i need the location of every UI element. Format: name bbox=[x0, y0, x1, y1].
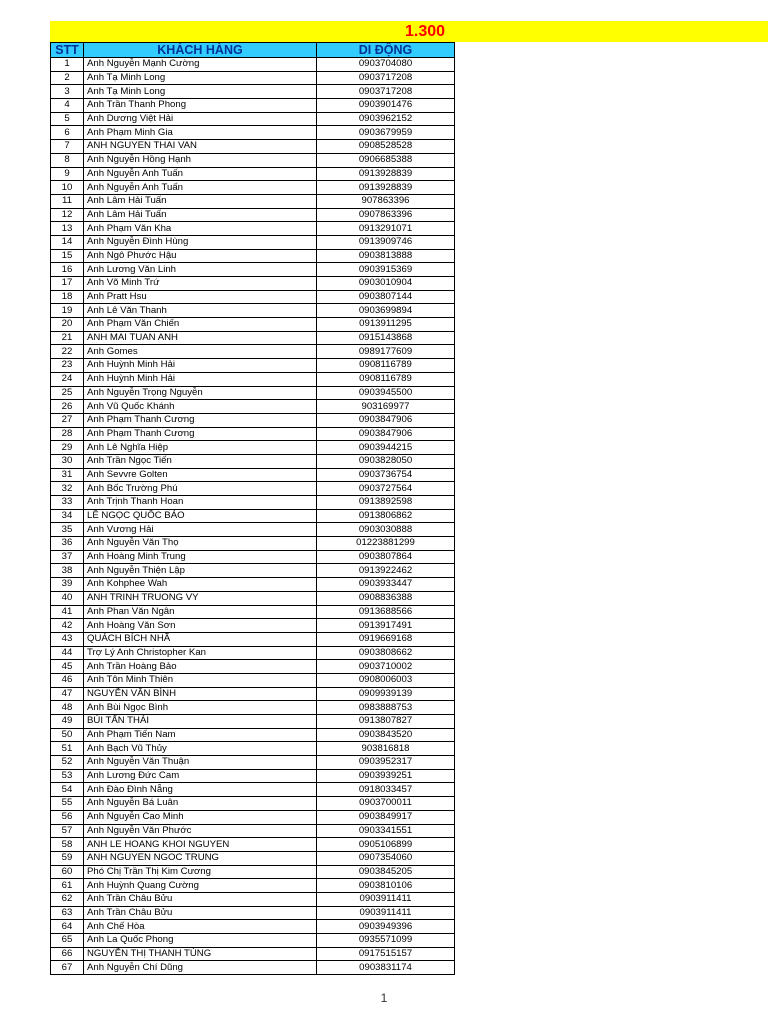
mobile-number: 0903828050 bbox=[317, 454, 455, 468]
row-number: 42 bbox=[51, 619, 84, 633]
customer-name: Anh Dương Việt Hải bbox=[84, 112, 317, 126]
customer-name: BÙI TẤN THÁI bbox=[84, 715, 317, 729]
customer-name: Anh Phạm Thanh Cương bbox=[84, 427, 317, 441]
row-number: 23 bbox=[51, 359, 84, 373]
customer-name: Anh Nguyễn Đình Hùng bbox=[84, 235, 317, 249]
mobile-number: 0906685388 bbox=[317, 153, 455, 167]
table-body bbox=[51, 58, 455, 975]
row-number: 57 bbox=[51, 824, 84, 838]
row-number: 64 bbox=[51, 920, 84, 934]
customer-name: Anh Trần Thanh Phong bbox=[84, 99, 317, 113]
mobile-number: 0903704080 bbox=[317, 58, 455, 72]
mobile-number: 0903939251 bbox=[317, 769, 455, 783]
row-number: 20 bbox=[51, 318, 84, 332]
row-number: 7 bbox=[51, 140, 84, 154]
customer-name: NGUYỄN THỊ THANH TÙNG bbox=[84, 947, 317, 961]
customer-name: Anh Nguyễn Văn Thọ bbox=[84, 537, 317, 551]
mobile-number: 0903030888 bbox=[317, 523, 455, 537]
customer-name: Anh Vương Hải bbox=[84, 523, 317, 537]
row-number: 14 bbox=[51, 235, 84, 249]
customer-name: Anh Huỳnh Quang Cường bbox=[84, 879, 317, 893]
row-number: 56 bbox=[51, 810, 84, 824]
header-customer: KHÁCH HÀNG bbox=[84, 43, 317, 58]
table-row bbox=[51, 99, 455, 113]
mobile-number: 0913291071 bbox=[317, 222, 455, 236]
customer-name: Anh Bùi Ngọc Bình bbox=[84, 701, 317, 715]
row-number: 26 bbox=[51, 400, 84, 414]
row-number: 58 bbox=[51, 838, 84, 852]
customer-name: Anh La Quốc Phong bbox=[84, 934, 317, 948]
customer-name: Anh Sevvre Golten bbox=[84, 468, 317, 482]
row-number: 66 bbox=[51, 947, 84, 961]
customer-name: ANH TRINH TRUONG VY bbox=[84, 591, 317, 605]
row-number: 8 bbox=[51, 153, 84, 167]
row-number: 46 bbox=[51, 673, 84, 687]
row-number: 3 bbox=[51, 85, 84, 99]
table-row bbox=[51, 400, 455, 414]
customer-name: Anh Tôn Minh Thiên bbox=[84, 673, 317, 687]
table-row bbox=[51, 838, 455, 852]
customer-name: Anh Trần Hoàng Bảo bbox=[84, 660, 317, 674]
mobile-number: 0903901476 bbox=[317, 99, 455, 113]
customer-name: Anh Lâm Hải Tuấn bbox=[84, 194, 317, 208]
table-row bbox=[51, 756, 455, 770]
customer-name: Anh Chế Hòa bbox=[84, 920, 317, 934]
table-row bbox=[51, 742, 455, 756]
customer-name: Anh Hoàng Văn Sơn bbox=[84, 619, 317, 633]
customer-name: Anh Huỳnh Minh Hải bbox=[84, 359, 317, 373]
mobile-number: 0908528528 bbox=[317, 140, 455, 154]
mobile-number: 0913807827 bbox=[317, 715, 455, 729]
table-row bbox=[51, 879, 455, 893]
customer-name: Anh Lê Nghĩa Hiệp bbox=[84, 441, 317, 455]
row-number: 38 bbox=[51, 564, 84, 578]
mobile-number: 0903849917 bbox=[317, 810, 455, 824]
table-row bbox=[51, 496, 455, 510]
table-row bbox=[51, 619, 455, 633]
row-number: 52 bbox=[51, 756, 84, 770]
table-row bbox=[51, 126, 455, 140]
row-number: 19 bbox=[51, 304, 84, 318]
row-number: 47 bbox=[51, 687, 84, 701]
row-number: 28 bbox=[51, 427, 84, 441]
row-number: 37 bbox=[51, 550, 84, 564]
row-number: 43 bbox=[51, 632, 84, 646]
mobile-number: 903169977 bbox=[317, 400, 455, 414]
row-number: 18 bbox=[51, 290, 84, 304]
table-row bbox=[51, 550, 455, 564]
row-number: 48 bbox=[51, 701, 84, 715]
table-row bbox=[51, 441, 455, 455]
customer-name: Anh Võ Minh Trứ bbox=[84, 277, 317, 291]
mobile-number: 0913909746 bbox=[317, 235, 455, 249]
row-number: 2 bbox=[51, 71, 84, 85]
row-number: 21 bbox=[51, 331, 84, 345]
row-number: 44 bbox=[51, 646, 84, 660]
table-row bbox=[51, 468, 455, 482]
table-row bbox=[51, 934, 455, 948]
table-row bbox=[51, 906, 455, 920]
customer-name: LÊ NGỌC QUỐC BẢO bbox=[84, 509, 317, 523]
row-number: 40 bbox=[51, 591, 84, 605]
customer-name: ANH LE HOANG KHOI NGUYEN bbox=[84, 838, 317, 852]
table-row bbox=[51, 153, 455, 167]
mobile-number: 0913892598 bbox=[317, 496, 455, 510]
mobile-number: 0917515157 bbox=[317, 947, 455, 961]
mobile-number: 0915143868 bbox=[317, 331, 455, 345]
mobile-number: 0903727564 bbox=[317, 482, 455, 496]
mobile-number: 0903807864 bbox=[317, 550, 455, 564]
mobile-number: 0908116789 bbox=[317, 359, 455, 373]
customer-name: Anh Gomes bbox=[84, 345, 317, 359]
mobile-number: 0903845205 bbox=[317, 865, 455, 879]
row-number: 65 bbox=[51, 934, 84, 948]
table-row bbox=[51, 167, 455, 181]
customer-name: Anh Phạm Minh Gia bbox=[84, 126, 317, 140]
row-number: 31 bbox=[51, 468, 84, 482]
mobile-number: 0903717208 bbox=[317, 71, 455, 85]
row-number: 13 bbox=[51, 222, 84, 236]
customer-name: Anh Trần Ngọc Tiến bbox=[84, 454, 317, 468]
mobile-number: 0903717208 bbox=[317, 85, 455, 99]
customer-name: Anh Kohphee Wah bbox=[84, 578, 317, 592]
mobile-number: 0919669168 bbox=[317, 632, 455, 646]
row-number: 10 bbox=[51, 181, 84, 195]
row-number: 33 bbox=[51, 496, 84, 510]
table-row bbox=[51, 728, 455, 742]
customer-name: Anh Pratt Hsu bbox=[84, 290, 317, 304]
table-row bbox=[51, 687, 455, 701]
row-number: 59 bbox=[51, 851, 84, 865]
row-number: 16 bbox=[51, 263, 84, 277]
row-number: 36 bbox=[51, 537, 84, 551]
table-row bbox=[51, 263, 455, 277]
customer-name: Anh Phạm Văn Chiến bbox=[84, 318, 317, 332]
table-row bbox=[51, 85, 455, 99]
mobile-number: 0908116789 bbox=[317, 372, 455, 386]
row-number: 9 bbox=[51, 167, 84, 181]
row-number: 53 bbox=[51, 769, 84, 783]
mobile-number: 0903341551 bbox=[317, 824, 455, 838]
row-number: 22 bbox=[51, 345, 84, 359]
row-number: 12 bbox=[51, 208, 84, 222]
table-row bbox=[51, 564, 455, 578]
customer-name: Anh Vũ Quốc Khánh bbox=[84, 400, 317, 414]
mobile-number: 0903944215 bbox=[317, 441, 455, 455]
banner-title: 1.300 bbox=[405, 23, 446, 40]
table-row bbox=[51, 810, 455, 824]
mobile-number: 0903699894 bbox=[317, 304, 455, 318]
mobile-number: 0903949396 bbox=[317, 920, 455, 934]
row-number: 24 bbox=[51, 372, 84, 386]
table-row bbox=[51, 454, 455, 468]
row-number: 55 bbox=[51, 797, 84, 811]
table-row bbox=[51, 181, 455, 195]
mobile-number: 0913911295 bbox=[317, 318, 455, 332]
customer-name: Anh Nguyễn Mạnh Cường bbox=[84, 58, 317, 72]
table-row bbox=[51, 591, 455, 605]
mobile-number: 0918033457 bbox=[317, 783, 455, 797]
table-row bbox=[51, 359, 455, 373]
customer-name: Trợ Lý Anh Christopher Kan bbox=[84, 646, 317, 660]
row-number: 15 bbox=[51, 249, 84, 263]
table-row bbox=[51, 715, 455, 729]
customer-name: Anh Hoàng Minh Trung bbox=[84, 550, 317, 564]
customer-name: Anh Nguyễn Trọng Nguyễn bbox=[84, 386, 317, 400]
table-row bbox=[51, 71, 455, 85]
mobile-number: 0903933447 bbox=[317, 578, 455, 592]
mobile-number: 0903807144 bbox=[317, 290, 455, 304]
table-row bbox=[51, 947, 455, 961]
table-row bbox=[51, 482, 455, 496]
mobile-number: 907863396 bbox=[317, 194, 455, 208]
row-number: 50 bbox=[51, 728, 84, 742]
table-row bbox=[51, 318, 455, 332]
header-mobile: DI ĐỘNG bbox=[317, 43, 455, 58]
customer-name: QUÁCH BÍCH NHÃ bbox=[84, 632, 317, 646]
customer-name: ANH NGUYEN THAI VAN bbox=[84, 140, 317, 154]
mobile-number: 0903736754 bbox=[317, 468, 455, 482]
mobile-number: 0903962152 bbox=[317, 112, 455, 126]
mobile-number: 0903679959 bbox=[317, 126, 455, 140]
table-row bbox=[51, 851, 455, 865]
mobile-number: 0903911411 bbox=[317, 892, 455, 906]
table-row bbox=[51, 769, 455, 783]
table-row bbox=[51, 277, 455, 291]
mobile-number: 0935571099 bbox=[317, 934, 455, 948]
table-row bbox=[51, 372, 455, 386]
table-row bbox=[51, 797, 455, 811]
row-number: 67 bbox=[51, 961, 84, 975]
customer-name: Anh Trần Châu Bửu bbox=[84, 906, 317, 920]
customer-name: Anh Phan Văn Ngân bbox=[84, 605, 317, 619]
customer-name: Anh Lê Văn Thanh bbox=[84, 304, 317, 318]
customer-name: Anh Nguyễn Anh Tuấn bbox=[84, 167, 317, 181]
mobile-number: 0913688566 bbox=[317, 605, 455, 619]
customer-name: Anh Trịnh Thanh Hoan bbox=[84, 496, 317, 510]
row-number: 32 bbox=[51, 482, 84, 496]
mobile-number: 0913806862 bbox=[317, 509, 455, 523]
mobile-number: 0903843520 bbox=[317, 728, 455, 742]
row-number: 61 bbox=[51, 879, 84, 893]
customer-name: ANH NGUYEN NGOC TRUNG bbox=[84, 851, 317, 865]
customer-name: ANH MAI TUAN ANH bbox=[84, 331, 317, 345]
customer-name: Anh Nguyễn Văn Thuận bbox=[84, 756, 317, 770]
table-row bbox=[51, 509, 455, 523]
customer-name: Anh Nguyễn Văn Phước bbox=[84, 824, 317, 838]
table-row bbox=[51, 112, 455, 126]
row-number: 1 bbox=[51, 58, 84, 72]
row-number: 49 bbox=[51, 715, 84, 729]
row-number: 51 bbox=[51, 742, 84, 756]
row-number: 4 bbox=[51, 99, 84, 113]
table-row bbox=[51, 222, 455, 236]
mobile-number: 0903915369 bbox=[317, 263, 455, 277]
mobile-number: 0903831174 bbox=[317, 961, 455, 975]
customer-name: Anh Trần Châu Bửu bbox=[84, 892, 317, 906]
customer-name: Anh Bốc Trường Phú bbox=[84, 482, 317, 496]
customer-name: Anh Nguyễn Cao Minh bbox=[84, 810, 317, 824]
row-number: 63 bbox=[51, 906, 84, 920]
mobile-number: 0913928839 bbox=[317, 181, 455, 195]
table-row bbox=[51, 961, 455, 975]
table-row bbox=[51, 413, 455, 427]
mobile-number: 0907354060 bbox=[317, 851, 455, 865]
title-banner bbox=[50, 21, 768, 42]
row-number: 45 bbox=[51, 660, 84, 674]
row-number: 62 bbox=[51, 892, 84, 906]
mobile-number: 0903010904 bbox=[317, 277, 455, 291]
customer-name: Anh Phạm Tiến Nam bbox=[84, 728, 317, 742]
customer-name: Anh Nguyễn Hồng Hạnh bbox=[84, 153, 317, 167]
table-row bbox=[51, 632, 455, 646]
table-row bbox=[51, 783, 455, 797]
mobile-number: 0908836388 bbox=[317, 591, 455, 605]
header-stt: STT bbox=[51, 43, 84, 58]
table-row bbox=[51, 578, 455, 592]
table-row bbox=[51, 660, 455, 674]
table-row bbox=[51, 523, 455, 537]
row-number: 54 bbox=[51, 783, 84, 797]
table-row bbox=[51, 249, 455, 263]
table-row bbox=[51, 892, 455, 906]
row-number: 34 bbox=[51, 509, 84, 523]
customer-name: Anh Lâm Hải Tuấn bbox=[84, 208, 317, 222]
mobile-number: 0903911411 bbox=[317, 906, 455, 920]
customer-name: Anh Phạm Văn Kha bbox=[84, 222, 317, 236]
header-row bbox=[51, 43, 455, 58]
row-number: 25 bbox=[51, 386, 84, 400]
mobile-number: 0903847906 bbox=[317, 413, 455, 427]
mobile-number: 0903810106 bbox=[317, 879, 455, 893]
row-number: 5 bbox=[51, 112, 84, 126]
customer-name: Anh Tạ Minh Long bbox=[84, 85, 317, 99]
table-row bbox=[51, 290, 455, 304]
mobile-number: 0903945500 bbox=[317, 386, 455, 400]
row-number: 27 bbox=[51, 413, 84, 427]
customer-table bbox=[50, 42, 455, 975]
table-row bbox=[51, 865, 455, 879]
customer-name: Anh Phạm Thanh Cương bbox=[84, 413, 317, 427]
customer-name: Anh Nguyễn Bá Luân bbox=[84, 797, 317, 811]
table-row bbox=[51, 194, 455, 208]
mobile-number: 0989177609 bbox=[317, 345, 455, 359]
table-row bbox=[51, 235, 455, 249]
customer-name: Anh Tạ Minh Long bbox=[84, 71, 317, 85]
mobile-number: 0913922462 bbox=[317, 564, 455, 578]
row-number: 11 bbox=[51, 194, 84, 208]
mobile-number: 0913917491 bbox=[317, 619, 455, 633]
table-row bbox=[51, 537, 455, 551]
mobile-number: 0983888753 bbox=[317, 701, 455, 715]
mobile-number: 0903813888 bbox=[317, 249, 455, 263]
row-number: 35 bbox=[51, 523, 84, 537]
mobile-number: 0903710002 bbox=[317, 660, 455, 674]
mobile-number: 0908006003 bbox=[317, 673, 455, 687]
mobile-number: 0903808662 bbox=[317, 646, 455, 660]
row-number: 29 bbox=[51, 441, 84, 455]
table-row bbox=[51, 427, 455, 441]
page-number: 1 bbox=[380, 991, 388, 1005]
mobile-number: 903816818 bbox=[317, 742, 455, 756]
customer-name: Anh Lương Văn Linh bbox=[84, 263, 317, 277]
customer-name: Anh Ngô Phước Hậu bbox=[84, 249, 317, 263]
table-row bbox=[51, 646, 455, 660]
table-row bbox=[51, 304, 455, 318]
table-row bbox=[51, 673, 455, 687]
mobile-number: 01223881299 bbox=[317, 537, 455, 551]
row-number: 6 bbox=[51, 126, 84, 140]
customer-name: Anh Huỳnh Minh Hải bbox=[84, 372, 317, 386]
customer-name: Anh Lương Đức Cam bbox=[84, 769, 317, 783]
table-row bbox=[51, 386, 455, 400]
customer-name: Anh Bạch Vũ Thủy bbox=[84, 742, 317, 756]
mobile-number: 0913928839 bbox=[317, 167, 455, 181]
row-number: 41 bbox=[51, 605, 84, 619]
mobile-number: 0905106899 bbox=[317, 838, 455, 852]
table-row bbox=[51, 208, 455, 222]
mobile-number: 0909939139 bbox=[317, 687, 455, 701]
customer-name: Anh Đào Đình Nẵng bbox=[84, 783, 317, 797]
table-row bbox=[51, 140, 455, 154]
mobile-number: 0903847906 bbox=[317, 427, 455, 441]
mobile-number: 0903952317 bbox=[317, 756, 455, 770]
row-number: 30 bbox=[51, 454, 84, 468]
table-row bbox=[51, 58, 455, 72]
table-row bbox=[51, 701, 455, 715]
table-row bbox=[51, 824, 455, 838]
table-row bbox=[51, 920, 455, 934]
table-row bbox=[51, 331, 455, 345]
customer-name: Anh Nguyễn Thiện Lập bbox=[84, 564, 317, 578]
table-row bbox=[51, 605, 455, 619]
customer-name: Anh Nguyễn Chí Dũng bbox=[84, 961, 317, 975]
mobile-number: 0907863396 bbox=[317, 208, 455, 222]
row-number: 17 bbox=[51, 277, 84, 291]
mobile-number: 0903700011 bbox=[317, 797, 455, 811]
customer-name: Phó Chị Trần Thị Kim Cương bbox=[84, 865, 317, 879]
row-number: 39 bbox=[51, 578, 84, 592]
customer-name: NGUYỄN VĂN BÌNH bbox=[84, 687, 317, 701]
row-number: 60 bbox=[51, 865, 84, 879]
table-row bbox=[51, 345, 455, 359]
customer-name: Anh Nguyễn Anh Tuấn bbox=[84, 181, 317, 195]
